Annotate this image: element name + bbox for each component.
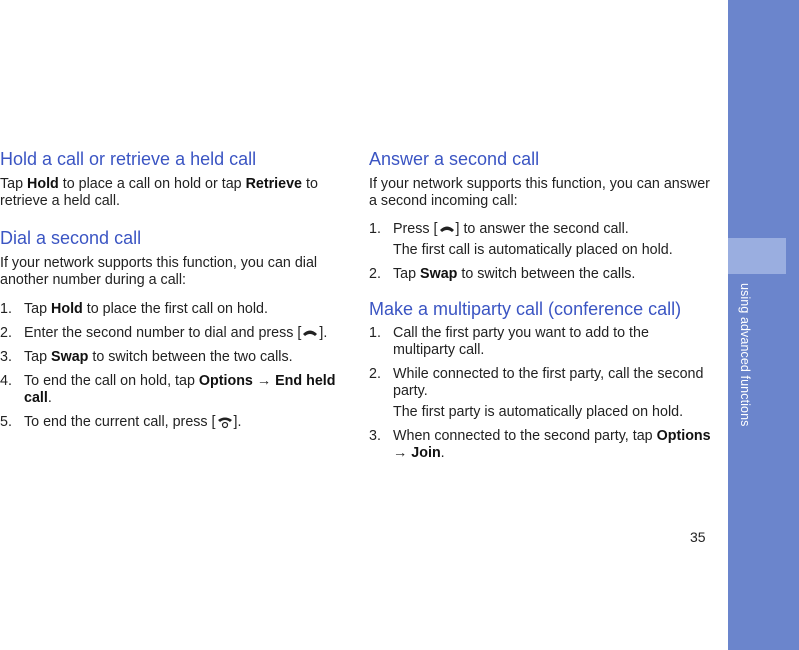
dial-key-icon [301, 325, 319, 340]
hold-paragraph: Tap Hold to place a call on hold or tap Retrieve to retrieve a held call. [0, 176, 318, 209]
section-heading-hold: Hold a call or retrieve a held call [0, 149, 257, 169]
multiparty-steps [369, 325, 714, 462]
list-item: 3. Tap Swap to switch between the two calls. [0, 349, 293, 365]
list-item: 3. When connected to the second party, tap Options → Join. [369, 428, 711, 461]
dial-key-icon [438, 221, 456, 236]
dial-steps [0, 301, 340, 431]
chapter-label: using advanced functions [738, 283, 752, 427]
page-number: 35 [690, 529, 706, 545]
end-key-icon [216, 414, 234, 429]
answer-intro: If your network supports this function, you can answer a second incoming call: [369, 176, 710, 209]
section-heading-dial: Dial a second call [0, 228, 142, 248]
list-item: 1. Press [ ] to answer the second call. The first call is automatically placed on hold. [369, 221, 673, 258]
list-item: 2. Tap Swap to switch between the calls. [369, 266, 636, 282]
right-column [369, 148, 714, 462]
list-item: 2. Enter the second number to dial and press [ ]. [0, 325, 328, 341]
list-item: 4. To end the call on hold, tap Options → End held call. [0, 373, 336, 406]
list-item: 2. While connected to the first party, call the second party. The first party is automatically placed on hold. [369, 366, 704, 420]
section-heading-answer: Answer a second call [369, 149, 540, 169]
chapter-tab [728, 238, 786, 274]
list-item: 1. Tap Hold to place the first call on hold. [0, 301, 268, 317]
list-item: 1. Call the first party you want to add to the multiparty call. [369, 325, 649, 358]
left-column [0, 148, 340, 431]
list-item: 5. To end the current call, press [ ]. [0, 414, 242, 430]
dial-intro: If your network supports this function, you can dial another number during a call: [0, 255, 318, 288]
section-heading-multiparty: Make a multiparty call (conference call) [369, 299, 682, 319]
answer-steps [369, 221, 714, 283]
